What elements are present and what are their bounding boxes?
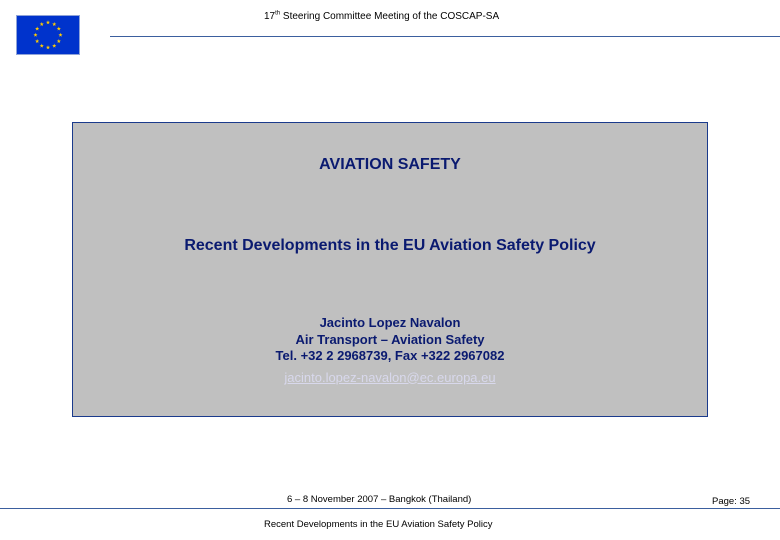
eu-star-icon (40, 22, 44, 26)
contact-block (73, 315, 707, 386)
eu-star-icon (40, 44, 44, 48)
header-divider (110, 36, 780, 37)
eu-star-icon (52, 44, 56, 48)
footer-presentation-title: Recent Developments in the EU Aviation Safety Policy (264, 519, 493, 530)
title-box (72, 122, 708, 417)
contact-name: Jacinto Lopez Navalon (319, 315, 461, 330)
eu-star-icon (57, 39, 61, 43)
eu-star-icon (33, 33, 37, 37)
eu-flag-icon (16, 15, 80, 55)
eu-star-icon (35, 27, 39, 31)
eu-star-icon (58, 33, 62, 37)
footer-divider (0, 508, 780, 509)
eu-star-icon (35, 39, 39, 43)
eu-star-icon (46, 45, 50, 49)
footer-date-location: 6 – 8 November 2007 – Bangkok (Thailand) (287, 494, 472, 505)
contact-department: Air Transport – Aviation Safety (295, 331, 485, 347)
page-number: Page: 35 (712, 496, 751, 507)
contact-phone: Tel. +32 2 2968739, Fax +322 2967082 (275, 348, 505, 363)
eu-star-icon (57, 27, 61, 31)
contact-email-link[interactable]: jacinto.lopez-navalon@ec.europa.eu (284, 369, 496, 385)
meeting-title-text: Steering Committee Meeting of the COSCAP-SA (280, 11, 500, 22)
slide-title: AVIATION SAFETY (319, 156, 461, 173)
meeting-number-suffix: th (275, 10, 281, 17)
eu-star-icon (52, 22, 56, 26)
slide-subtitle: Recent Developments in the EU Aviation Safety Policy (184, 237, 596, 254)
eu-star-icon (46, 20, 50, 24)
meeting-number: 17 (264, 11, 276, 22)
header-meeting-title (264, 11, 499, 22)
